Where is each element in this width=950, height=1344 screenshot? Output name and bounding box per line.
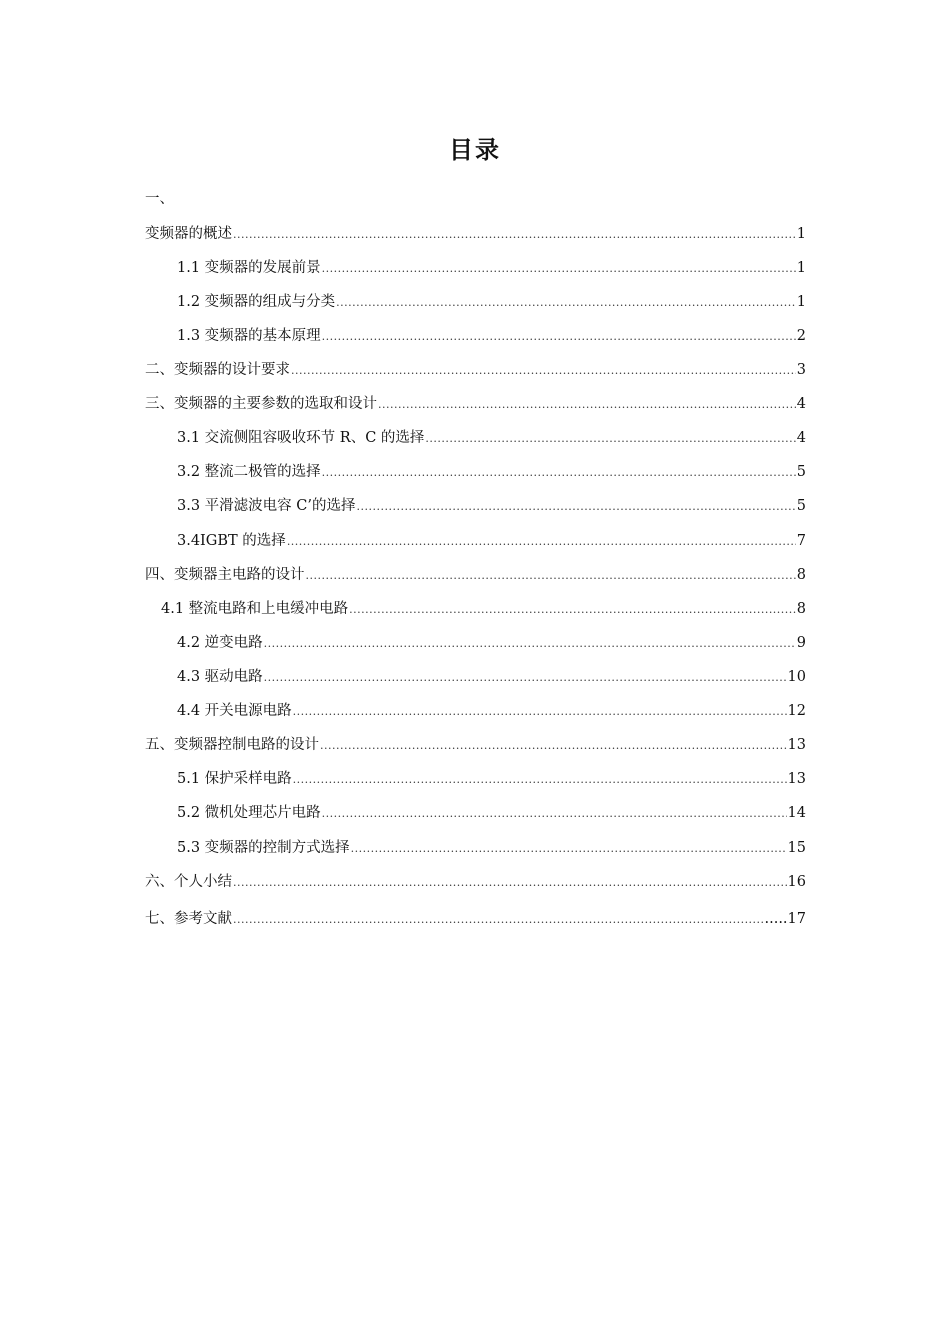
toc-entry-page: 12 [787, 703, 806, 719]
toc-entry[interactable] [177, 460, 806, 482]
toc-entry-page: 5 [796, 464, 806, 480]
toc-entry-page: 14 [787, 805, 806, 821]
toc-entry-label: 3.1 交流侧阻容吸收环节 R、C 的选择 [177, 430, 425, 446]
toc-entry[interactable] [145, 907, 806, 929]
toc-entry-label: 五、变频器控制电路的设计 [145, 737, 319, 753]
toc-entry-page: .....17 [764, 911, 806, 927]
toc-entry[interactable] [177, 494, 806, 516]
toc-entry-page: 4 [796, 430, 806, 446]
toc-leader-dots [356, 501, 795, 513]
toc-entry-page: 16 [787, 874, 806, 890]
toc-entry-page: 1 [796, 294, 806, 310]
toc-leader-dots [233, 914, 764, 926]
toc-entry[interactable] [177, 426, 806, 448]
toc-entry-label: 4.2 逆变电路 [177, 635, 263, 651]
toc-entry-page: 1 [796, 260, 806, 276]
toc-leader-dots [233, 229, 796, 241]
toc-entry[interactable] [145, 392, 806, 414]
toc-leader-dots [322, 263, 796, 275]
toc-entry[interactable] [177, 324, 806, 346]
toc-entry-page: 1 [796, 226, 806, 242]
toc-entry-label: 5.2 微机处理芯片电路 [177, 805, 321, 821]
toc-leader-dots [322, 467, 796, 479]
toc-entry-label: 4.4 开关电源电路 [177, 703, 292, 719]
toc-entry-label: 4.3 驱动电路 [177, 669, 263, 685]
toc-prefix: 一、 [145, 191, 174, 207]
toc-leader-dots [349, 604, 796, 616]
toc-entry[interactable] [177, 767, 806, 789]
toc-entry[interactable] [177, 290, 806, 312]
toc-leader-dots [322, 808, 787, 820]
toc-leader-dots [320, 740, 787, 752]
toc-entry-page: 5 [796, 498, 806, 514]
toc-entry[interactable] [145, 222, 806, 244]
toc-leader-dots [336, 297, 796, 309]
toc-entry[interactable] [161, 597, 806, 619]
toc-entry-page: 4 [796, 396, 806, 412]
toc-entry-page: 8 [796, 567, 806, 583]
toc-leader-dots [233, 877, 787, 889]
toc-entry[interactable] [177, 699, 806, 721]
toc-entry-label: 5.3 变频器的控制方式选择 [177, 840, 350, 856]
toc-entry-label: 三、变频器的主要参数的选取和设计 [145, 396, 377, 412]
toc-leader-dots [287, 536, 796, 548]
toc-leader-dots [291, 365, 796, 377]
toc-entry-page: 3 [796, 362, 806, 378]
toc-entry-page: 2 [796, 328, 806, 344]
toc-entry-page: 9 [796, 635, 806, 651]
toc-entry[interactable] [177, 631, 806, 653]
toc-entry-label: 七、参考文献 [145, 911, 232, 927]
toc-entry-label: 四、变频器主电路的设计 [145, 567, 305, 583]
toc-entry-label: 1.1 变频器的发展前景 [177, 260, 321, 276]
toc-entry-page: 13 [787, 737, 806, 753]
toc-leader-dots [306, 570, 796, 582]
toc-entry[interactable] [145, 870, 806, 892]
toc-leader-dots [351, 843, 787, 855]
toc-entry-label: 3.2 整流二极管的选择 [177, 464, 321, 480]
toc-leader-dots [264, 672, 787, 684]
toc-leader-dots [425, 433, 795, 445]
toc-entry-label: 4.1 整流电路和上电缓冲电路 [161, 601, 349, 617]
toc-entry-label: 5.1 保护采样电路 [177, 771, 292, 787]
toc-leader-dots [378, 399, 796, 411]
toc-leader-dots [293, 706, 787, 718]
toc-entry-page: 10 [787, 669, 806, 685]
toc-entry[interactable] [177, 529, 806, 551]
toc-entry-label: 3.3 平滑滤波电容 C’的选择 [177, 498, 356, 514]
toc-entry[interactable] [177, 836, 806, 858]
toc-entry-label: 1.2 变频器的组成与分类 [177, 294, 336, 310]
toc-leader-dots [293, 774, 787, 786]
toc-entry-label: 六、个人小结 [145, 874, 232, 890]
toc-entry[interactable] [145, 733, 806, 755]
toc-entry[interactable] [177, 256, 806, 278]
toc-entry-label: 二、变频器的设计要求 [145, 362, 290, 378]
toc-entry[interactable] [177, 665, 806, 687]
toc-entry[interactable] [145, 358, 806, 380]
toc-entry[interactable] [177, 801, 806, 823]
toc-entry-label: 1.3 变频器的基本原理 [177, 328, 321, 344]
toc-entry-label: 变频器的概述 [145, 226, 232, 242]
toc-leader-dots [264, 638, 796, 650]
toc-entry-label: 3.4IGBT 的选择 [177, 533, 286, 549]
toc-entry-page: 13 [787, 771, 806, 787]
toc-leader-dots [322, 331, 796, 343]
toc-entry[interactable] [145, 563, 806, 585]
toc-entry-page: 15 [787, 840, 806, 856]
toc-entry-page: 8 [796, 601, 806, 617]
toc-entry-page: 7 [796, 533, 806, 549]
page-title: 目录 [449, 136, 501, 164]
